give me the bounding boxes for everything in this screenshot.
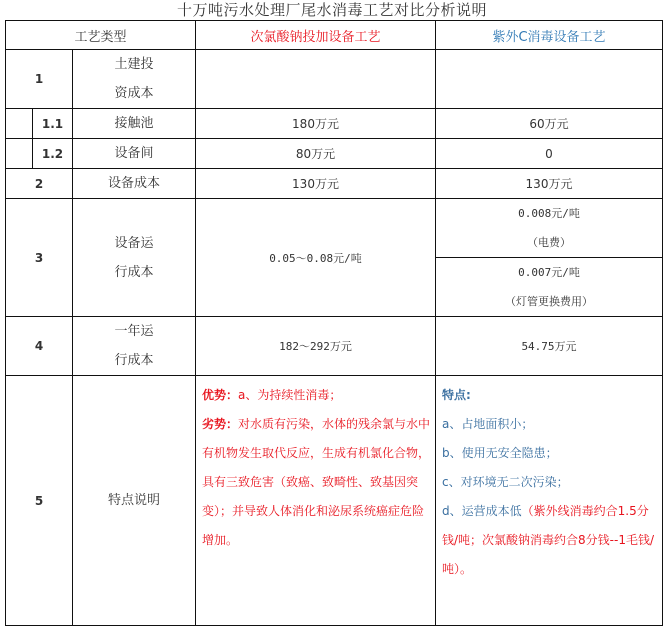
- naclo-value: 130万元: [196, 169, 436, 199]
- feature-item: b、使用无安全隐患；: [442, 446, 558, 460]
- row-label: 设备间: [73, 139, 196, 169]
- row-label-line: 资成本: [114, 86, 154, 101]
- indent-cell: [6, 139, 33, 169]
- disadvantage-text: 对水质有污染，水体的残余氯与水中有机物发生取代反应，生成有机氯化合物，具有三致危害（致癌、致畸性、致基因突变）；并导致人体消化和泌尿系统癌症危险增加。: [202, 417, 431, 547]
- table-row: [6, 376, 663, 626]
- header-uv-process: 紫外C消毒设备工艺: [436, 21, 663, 50]
- uv-cost-value: 0.008元/吨: [518, 207, 580, 220]
- table-row: [6, 199, 663, 258]
- uv-value: 60万元: [436, 109, 663, 139]
- feature-item-d-note: （紫外线消毒约合1.5分钱/吨；次氯酸钠消毒约合8分钱--1毛钱/吨）。: [442, 504, 655, 576]
- header-naclo-process: 次氯酸钠投加设备工艺: [196, 21, 436, 50]
- row-number: 2: [6, 169, 73, 199]
- row-number: 4: [6, 317, 73, 376]
- table-row: [6, 169, 663, 199]
- row-number: 1: [6, 50, 73, 109]
- uv-cost-value: 0.007元/吨: [518, 266, 580, 279]
- naclo-value: 180万元: [196, 109, 436, 139]
- row-number: 5: [6, 376, 73, 626]
- uv-value: [436, 50, 663, 109]
- row-label: [73, 199, 196, 317]
- row-label: [73, 50, 196, 109]
- row-label: 接触池: [73, 109, 196, 139]
- table-row: [6, 50, 663, 109]
- uv-cost-note: （电费）: [527, 236, 571, 249]
- uv-value: 130万元: [436, 169, 663, 199]
- disadvantage-label: 劣势：: [202, 417, 239, 431]
- row-number: 1.2: [33, 139, 73, 169]
- page-title: 十万吨污水处理厂尾水消毒工艺对比分析说明: [176, 1, 487, 19]
- uv-electricity-cost: [436, 199, 663, 258]
- row-label: [73, 317, 196, 376]
- advantage-text: a、为持续性消毒；: [238, 388, 342, 402]
- comparison-table: [5, 20, 663, 626]
- uv-lamp-replacement-cost: [436, 258, 663, 317]
- uv-value: 0: [436, 139, 663, 169]
- uv-cost-note: （灯管更换费用）: [505, 295, 593, 308]
- naclo-value: 182～292万元: [196, 317, 436, 376]
- table-row: [6, 109, 663, 139]
- naclo-characteristics: [196, 376, 436, 626]
- naclo-value: 0.05～0.08元/吨: [196, 199, 436, 317]
- naclo-value: 80万元: [196, 139, 436, 169]
- row-number: 1.1: [33, 109, 73, 139]
- table-header-row: [6, 21, 663, 50]
- row-number: 3: [6, 199, 73, 317]
- row-label-line: 一年运: [114, 324, 154, 339]
- row-label: 特点说明: [73, 376, 196, 626]
- feature-item-d: d、运营成本低: [442, 504, 522, 518]
- uv-characteristics: [436, 376, 663, 626]
- table-row: [6, 139, 663, 169]
- feature-label: 特点:: [442, 388, 471, 402]
- row-label-line: 行成本: [114, 353, 154, 368]
- advantage-label: 优势：: [202, 388, 239, 402]
- row-label-line: 土建投: [114, 57, 154, 72]
- header-process-type: 工艺类型: [6, 21, 196, 50]
- naclo-value: [196, 50, 436, 109]
- row-label-line: 设备运: [114, 235, 154, 251]
- uv-value: 54.75万元: [436, 317, 663, 376]
- indent-cell: [6, 109, 33, 139]
- row-label-line: 行成本: [114, 264, 154, 280]
- feature-item: c、对环境无二次污染；: [442, 475, 569, 489]
- feature-item: a、占地面积小；: [442, 417, 534, 431]
- row-label: 设备成本: [73, 169, 196, 199]
- table-row: [6, 317, 663, 376]
